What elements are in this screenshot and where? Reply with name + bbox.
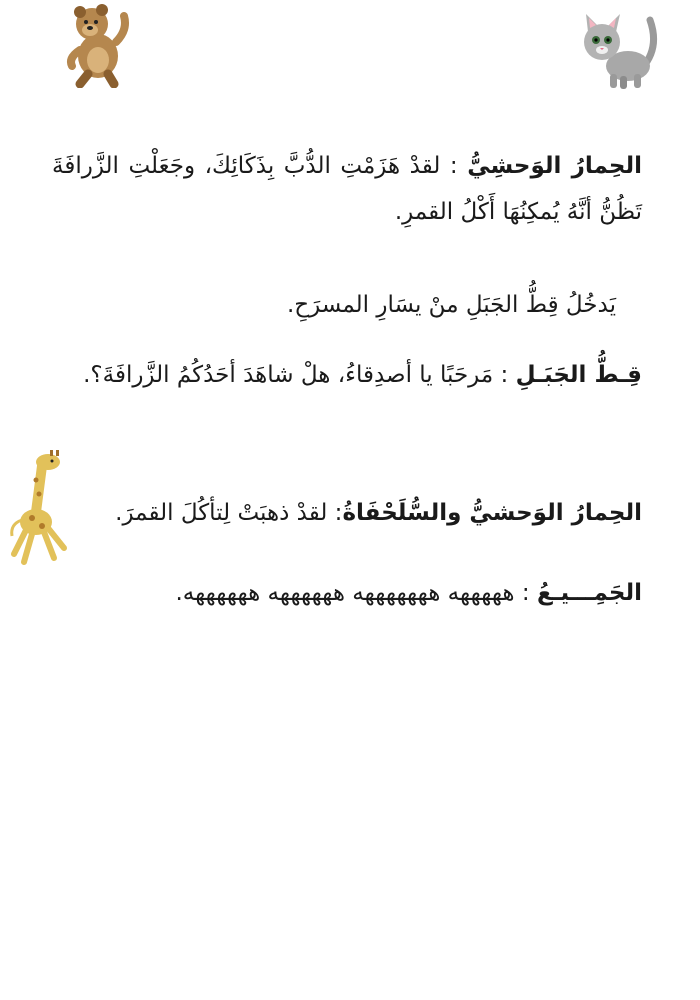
stage-direction-text: يَدخُلُ قِطُّ الجَبَلِ منْ يسَارِ المسرَحِ. (286, 292, 616, 318)
speaker-name: الحِمارُ الوَحشيُّ والسُّلَحْفَاةُ (342, 500, 642, 526)
dialogue-text: لقدْ هَزَمْتِ الدُّبَّ بِذَكَائِكَ، وجَعَلْتِ الزَّرافَةَ تَظُنُّ أنَّهُ يُمكِنُهَا أَكْلُ القمرِ. (52, 153, 642, 225)
speaker-name: قِـطُّ الجَبَـلِ (515, 362, 642, 388)
dialogue-text: لقدْ ذهبَتْ لِتأكُلَ القمرَ. (115, 500, 328, 526)
speaker-name: الجَمِـــيـعُ (536, 580, 642, 606)
separator: : (493, 362, 516, 388)
dialogue-line-5 (52, 570, 642, 616)
dialogue-line-1 (52, 143, 642, 235)
separator: : (514, 580, 537, 606)
speaker-name: الحِمارُ الوَحشِيُّ (467, 153, 642, 179)
dialogue-text: مَرحَبًا يا أصدِقاءُ، هلْ شاهَدَ أحَدُكُمُ الزَّرافَةَ؟. (83, 362, 494, 388)
dialogue-text: هههههه هههههههه ههههههه ههههههه. (175, 580, 515, 606)
dialogue-line-4 (52, 490, 642, 536)
stage-direction (52, 282, 642, 328)
cat-icon (580, 8, 662, 92)
bear-icon (58, 2, 138, 88)
separator: : (440, 153, 468, 179)
separator: : (327, 500, 343, 526)
dialogue-line-3 (52, 352, 642, 398)
